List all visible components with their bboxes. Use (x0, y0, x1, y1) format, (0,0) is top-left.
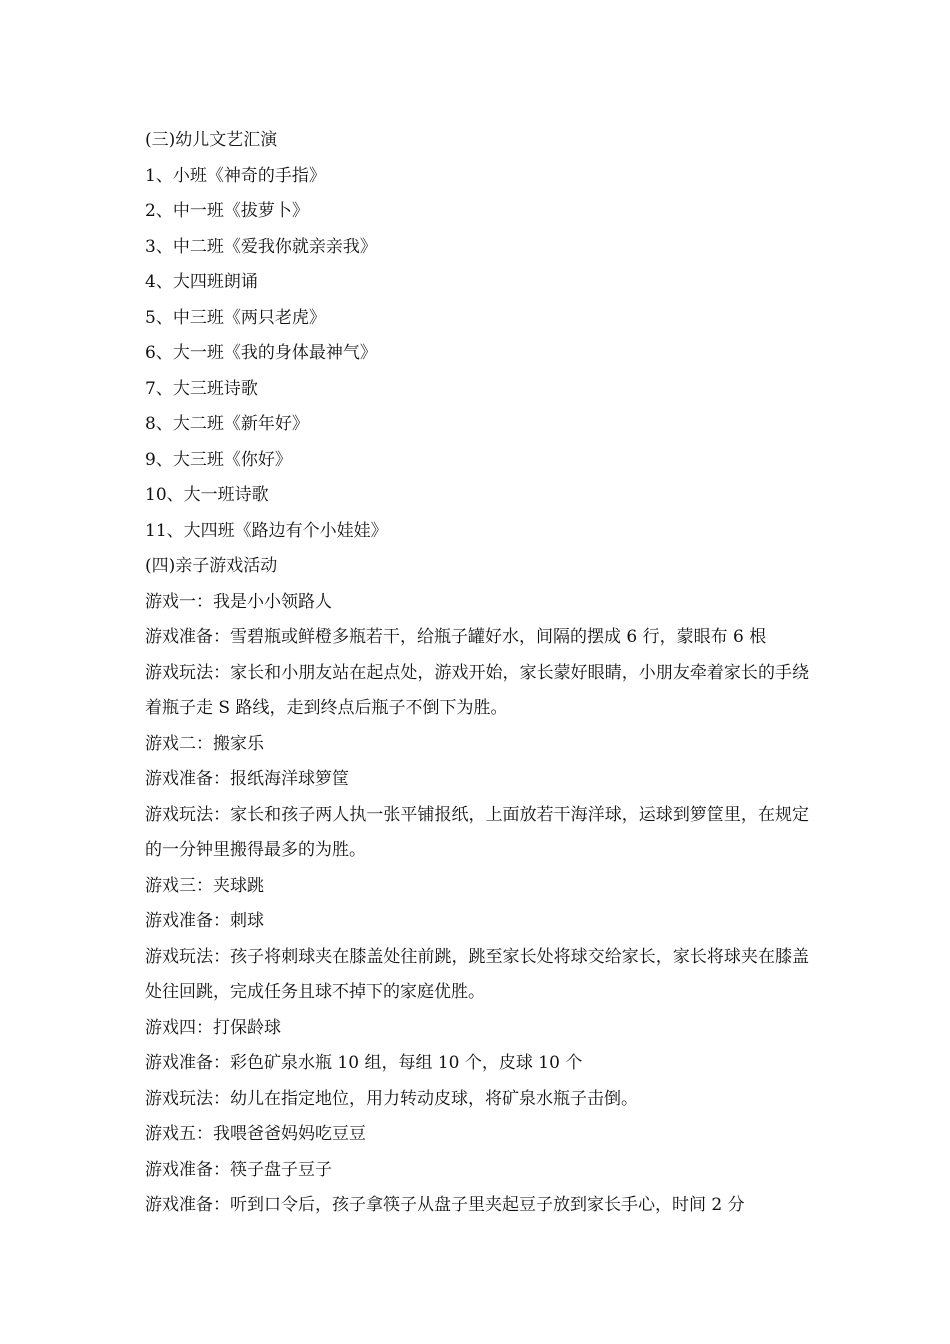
performance-item: 10、大一班诗歌 (145, 485, 269, 505)
game-title: 游戏二：搬家乐 (145, 733, 264, 754)
game-prep: 游戏准备：报纸海洋球箩筐 (145, 769, 349, 789)
performance-item: 4、大四班朗诵 (145, 272, 258, 292)
game-title: 游戏三：夹球跳 (145, 875, 264, 896)
performance-item: 9、大三班《你好》 (145, 449, 292, 470)
performance-item: 3、中二班《爱我你就亲亲我》 (145, 236, 377, 257)
game-play: 游戏玩法：幼儿在指定地位，用力转动皮球，将矿泉水瓶子击倒。 (145, 1088, 638, 1109)
game-play: 游戏玩法：家长和小朋友站在起点处，游戏开始，家长蒙好眼睛，小朋友牵着家长的手绕着瓶子走 S 路线，走到终点后瓶子不倒下为胜。 (145, 662, 809, 718)
game-prep: 游戏准备：刺球 (145, 911, 264, 931)
game-title: 游戏四：打保龄球 (145, 1017, 281, 1038)
performance-item: 5、中三班《两只老虎》 (145, 307, 326, 328)
performance-item: 1、小班《神奇的手指》 (145, 165, 326, 186)
game-title: 游戏五：我喂爸爸妈妈吃豆豆 (145, 1124, 366, 1144)
game-play: 游戏玩法：家长和孩子两人执一张平铺报纸，上面放若干海洋球，运球到箩筐里，在规定的一分钟里搬得最多的为胜。 (145, 804, 809, 860)
game-play: 游戏准备：听到口令后，孩子拿筷子从盘子里夹起豆子放到家长手心，时间 2 分 (145, 1195, 745, 1215)
game-prep: 游戏准备：雪碧瓶或鲜橙多瓶若干，给瓶子罐好水，间隔的摆成 6 行，蒙眼布 6 根 (145, 627, 767, 647)
performance-item: 8、大二班《新年好》 (145, 414, 309, 434)
performance-item: 7、大三班诗歌 (145, 378, 258, 399)
performance-item: 2、中一班《拔萝卜》 (145, 201, 309, 221)
section-heading-games: (四)亲子游戏活动 (145, 556, 278, 576)
document-body (145, 123, 809, 1224)
game-play: 游戏玩法：孩子将刺球夹在膝盖处往前跳，跳至家长处将球交给家长，家长将球夹在膝盖处往回跳，完成任务且球不掉下的家庭优胜。 (145, 946, 809, 1002)
performance-item: 11、大四班《路边有个小娃娃》 (145, 520, 388, 541)
game-title: 游戏一：我是小小领路人 (145, 591, 332, 612)
game-prep: 游戏准备：筷子盘子豆子 (145, 1159, 332, 1180)
section-heading-performances: (三)幼儿文艺汇演 (145, 130, 278, 150)
performance-item: 6、大一班《我的身体最神气》 (145, 343, 377, 363)
game-prep: 游戏准备：彩色矿泉水瓶 10 组，每组 10 个，皮球 10 个 (145, 1053, 583, 1073)
